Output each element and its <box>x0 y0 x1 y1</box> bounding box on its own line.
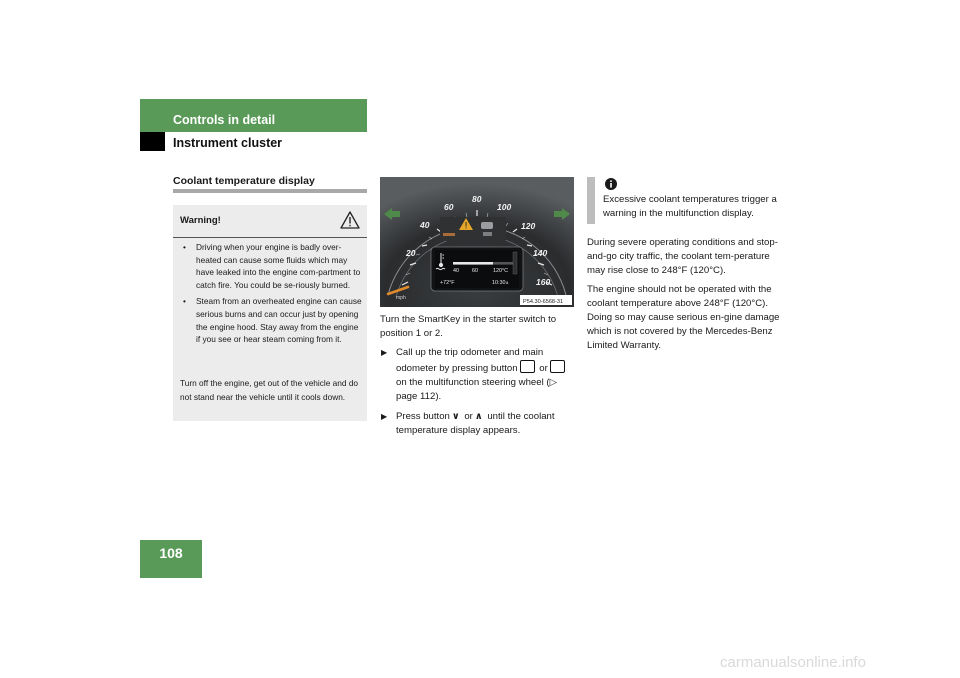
lcd-clock-suffix: a <box>506 280 509 285</box>
lcd-scale-120: 120°C <box>493 268 509 274</box>
warning-item: • Steam from an overheated engine can cause serious burns and can occur just by opening the engine hood. Stay away from the engine if you see or hear steam coming from it. <box>183 296 362 345</box>
instruction-steps <box>380 346 576 444</box>
warning-triangle-icon <box>340 211 360 229</box>
warning-conclusion: Turn off the engine, get out of the vehicle and do not stand near the vehicle until it cools down. <box>180 378 359 402</box>
heading-divider <box>173 189 367 193</box>
gauge-number: 160 <box>536 277 551 287</box>
figure-code: P54.30-6568-31 <box>523 299 564 305</box>
warning-list <box>180 241 362 350</box>
topic-heading: Coolant temperature display <box>173 175 315 187</box>
trip-odometer-button-icon <box>520 360 535 373</box>
warning-divider <box>173 237 367 238</box>
gauge-number: 120 <box>521 221 536 231</box>
lcd-scale-60: 60 <box>472 268 478 274</box>
chevron-up-icon: ∧ <box>474 411 483 422</box>
gauge-number: 100 <box>497 202 512 212</box>
info-side-bar <box>587 177 595 224</box>
gauge-unit: mph <box>396 295 406 301</box>
lcd-outside-temp: +72°F <box>440 280 455 286</box>
page-number: 108 <box>159 545 183 561</box>
page-reference-link[interactable]: page 112 <box>396 391 436 402</box>
intro-paragraph: Turn the SmartKey in the starter switch to position 1 or 2. <box>380 314 557 339</box>
step-item: ▶ Call up the trip odometer and main odometer by pressing button or on the multifunction steering wheel (▷ page 112). <box>380 346 576 404</box>
lcd-scale-40: 40 <box>453 268 459 274</box>
gauge-number: 40 <box>420 220 430 230</box>
instrument-cluster-photo <box>380 177 574 307</box>
gauge-number: 20 <box>406 248 416 258</box>
conditions-paragraph: During severe operating conditions and stop-and-go city traffic, the coolant tem-perature may rise close to 248°F (120°C). <box>587 237 778 276</box>
page-ref-arrow-icon: ▷ <box>549 377 557 388</box>
info-note: Excessive coolant temperatures trigger a warning in the multifunction display. <box>603 194 777 219</box>
gauge-number: 80 <box>472 194 482 204</box>
warning-title: Warning! <box>180 215 221 226</box>
gauge-number: 140 <box>533 248 548 258</box>
display-button-icon <box>550 360 565 373</box>
lcd-clock: 10:30 <box>492 280 506 286</box>
warning-item: • Driving when your engine is badly over-heated can cause some fluids which may have leaked into the engine com-partment to catch fire. You could be se-riously burned. <box>183 242 361 290</box>
chevron-down-icon: ∨ <box>451 411 460 422</box>
damage-paragraph: The engine should not be operated with the coolant temperature above 248°F (120°C). Doing so may cause serious en-gine damage which is not covered by the Mercedes-Benz Limited Warranty. <box>587 284 780 351</box>
step-arrow-icon: ▶ <box>381 348 388 357</box>
section-title: Instrument cluster <box>173 136 283 150</box>
step-arrow-icon: ▶ <box>381 412 388 421</box>
chapter-title: Controls in detail <box>173 113 276 127</box>
step-item: ▶ Press button ∨ or ∧ until the coolant temperature display appears. <box>381 411 555 436</box>
section-marker <box>140 132 165 151</box>
gauge-number: 60 <box>444 202 454 212</box>
watermark: carmanualsonline.info <box>720 654 866 671</box>
info-icon <box>605 178 617 190</box>
